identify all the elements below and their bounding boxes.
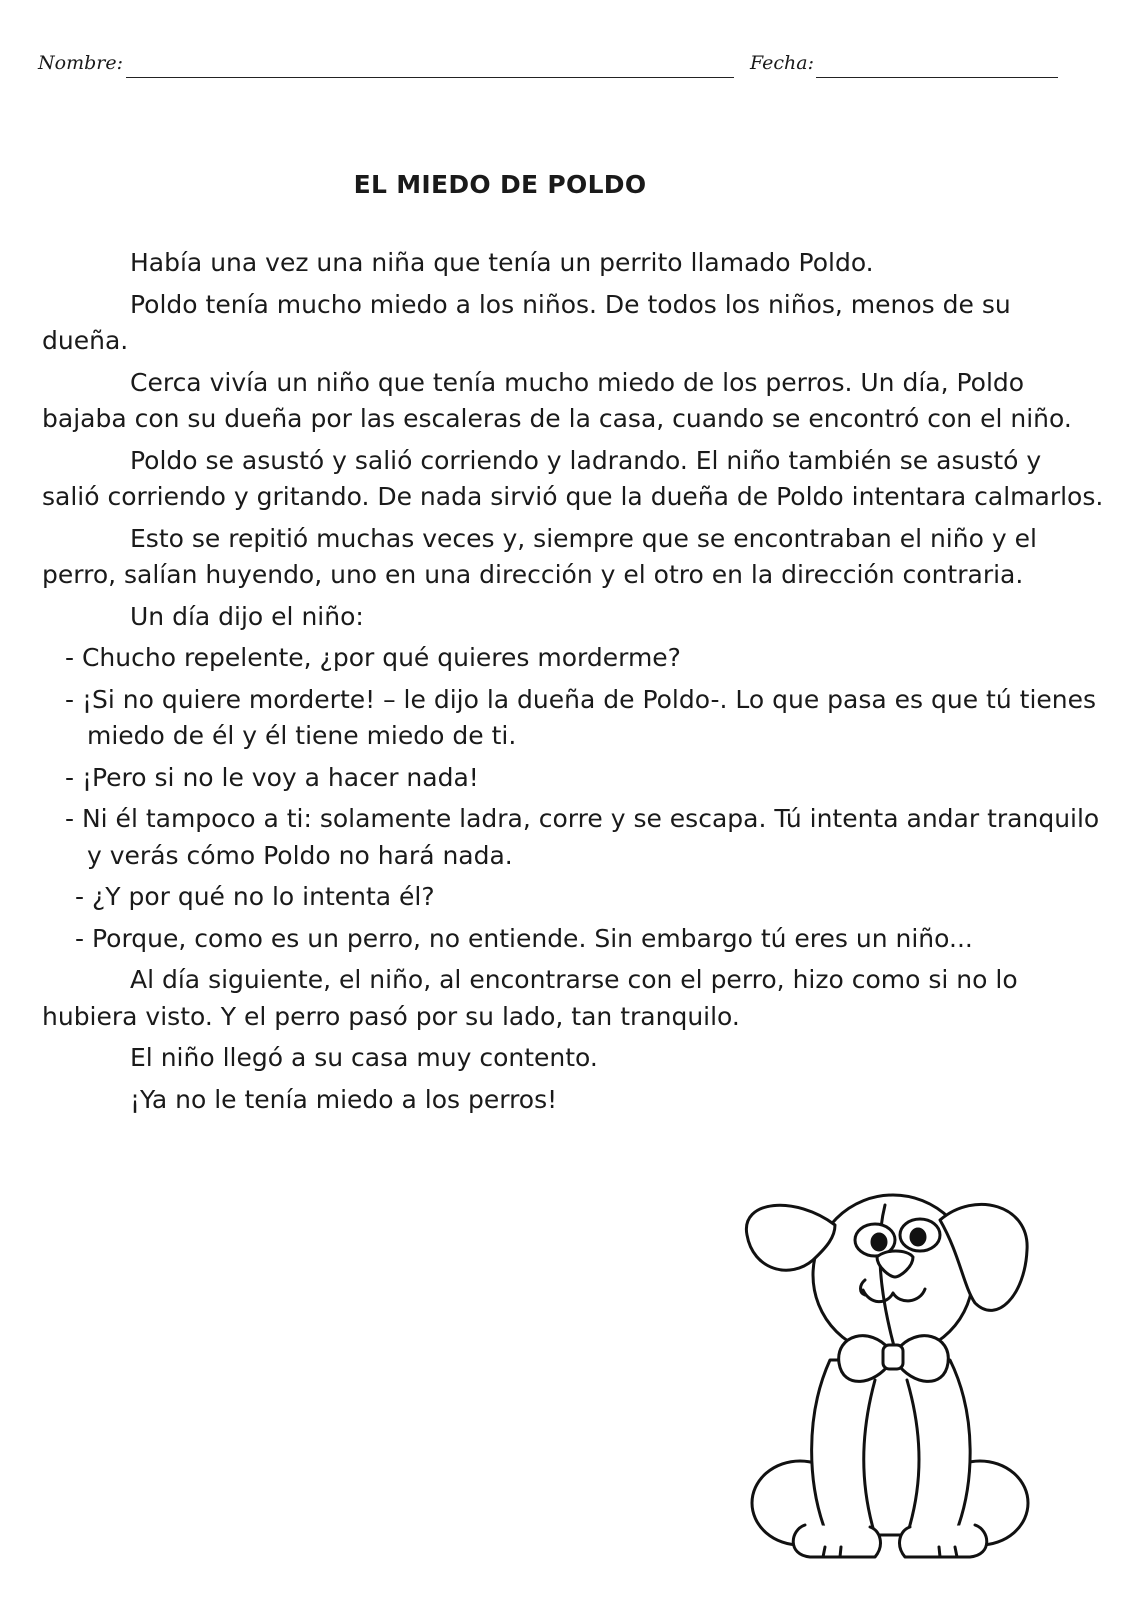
- dialogue-line: - ¡Pero si no le voy a hacer nada!: [65, 762, 479, 792]
- paragraph: Un día dijo el niño:: [130, 601, 364, 631]
- paragraph: Había una vez una niña que tenía un perrito llamado Poldo.: [130, 248, 874, 277]
- dialogue-line: - ¿Y por qué no lo intenta él?: [75, 882, 435, 911]
- dialogue-line: - ¡Si no quiere morderte! – le dijo la dueña de Poldo-. Lo que pasa es que tú tienes miedo de él y él tiene miedo de ti.: [65, 684, 1097, 750]
- paragraph: ¡Ya no le tenía miedo a los perros!: [130, 1084, 558, 1114]
- dialogue-line: - Ni él tampoco a ti: solamente ladra, corre y se escapa. Tú intenta andar tranquilo y verás cómo Poldo no hará nada.: [65, 804, 1100, 870]
- paragraph: Poldo tenía mucho miedo a los niños. De todos los niños, menos de su dueña.: [42, 289, 1011, 355]
- paragraph: El niño llegó a su casa muy contento.: [130, 1043, 598, 1072]
- story-title: EL MIEDO DE POLDO: [353, 170, 647, 199]
- date-field-line[interactable]: [816, 77, 1058, 78]
- name-field-line[interactable]: [126, 77, 734, 78]
- paragraph: Esto se repitió muchas veces y, siempre que se encontraban el niño y el perro, salían huyendo, uno en una dirección y el otro en la dirección contraria.: [42, 523, 1037, 589]
- story-text: [42, 245, 1104, 1123]
- dialogue-line: - Chucho repelente, ¿por qué quieres morderme?: [65, 643, 681, 672]
- paragraph: Al día siguiente, el niño, al encontrarse con el perro, hizo como si no lo hubiera visto. Y el perro pasó por su lado, tan tranquilo.: [42, 965, 1018, 1031]
- name-label: Nombre:: [38, 52, 123, 74]
- paragraph: Poldo se asustó y salió corriendo y ladrando. El niño también se asustó y salió corriendo y gritando. De nada sirvió que la dueña de Poldo intentara calmarlos.: [42, 445, 1104, 511]
- puppy-with-bow-icon: [735, 1185, 1045, 1565]
- date-label: Fecha:: [750, 52, 814, 74]
- worksheet-header: [38, 52, 1068, 82]
- paragraph: Cerca vivía un niño que tenía mucho miedo de los perros. Un día, Poldo bajaba con su dueña por las escaleras de la casa, cuando se encontró con el niño.: [42, 367, 1072, 433]
- dialogue-line: - Porque, como es un perro, no entiende. Sin embargo tú eres un niño...: [75, 923, 973, 953]
